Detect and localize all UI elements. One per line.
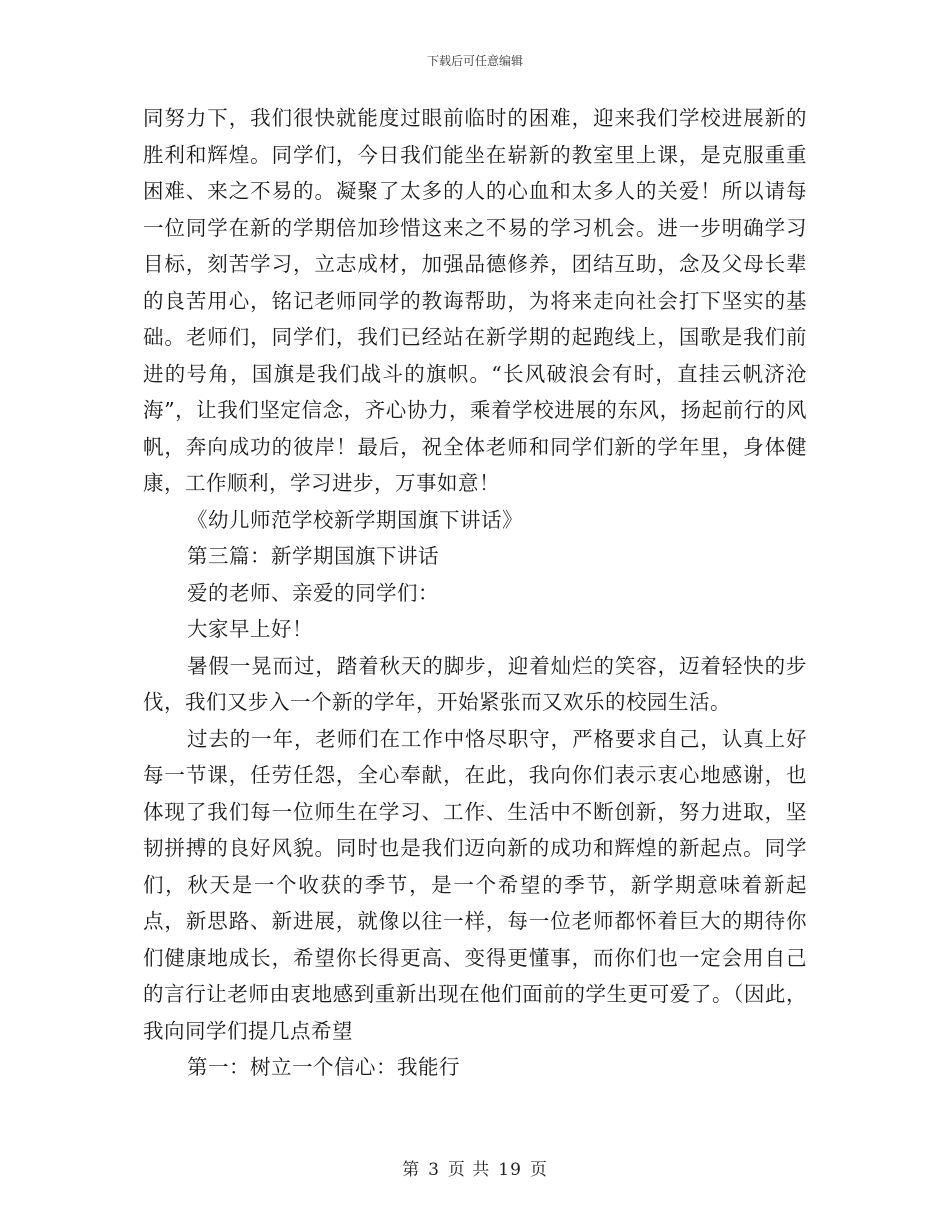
footer-suffix: 页 [529, 1160, 548, 1180]
section-heading: 第三篇：新学期国旗下讲话 [187, 544, 439, 568]
page-footer [0, 1155, 950, 1180]
footer-page-number: 3 [428, 1160, 440, 1180]
footer-middle: 页 共 [447, 1160, 491, 1180]
page-header: 下载后可任意编辑 [426, 54, 523, 68]
document-body [143, 100, 807, 1086]
greeting: 大家早上好！ [187, 617, 313, 641]
paragraph-continuation: 同努力下，我们很快就能度过眼前临时的困难，迎来我们学校进展新的胜利和辉煌。同学们，今日我们能坐在崭新的教室里上课，是克服重重困难、来之不易的。凝聚了太多的人的心血和太多人的关爱！所以请每一位同学在新的学期倍加珍惜这来之不易的学习机会。进一步明确学习目标，刻苦学习，立志成材，加强品德修养，团结互助，念及父母长辈的良苦用心，铭记老师同学的教诲帮助，为将来走向社会打下坚实的基础。老师们，同学们，我们已经站在新学期的起跑线上，国歌是我们前进的号角，国旗是我们战斗的旗帜。“长风破浪会有时，直挂云帆济沧海”，让我们坚定信念，齐心协力，乘着学校进展的东风，扬起前行的风帆，奔向成功的彼岸！最后，祝全体老师和同学们新的学年里，身体健康，工作顺利，学习进步，万事如意！ [143, 106, 807, 495]
footer-prefix: 第 [402, 1160, 421, 1180]
paragraph-title-reference: 《幼儿师范学校新学期国旗下讲话》 [187, 507, 523, 532]
point-first: 第一：树立一个信心：我能行 [187, 1055, 460, 1079]
footer-total-pages: 19 [498, 1160, 522, 1180]
paragraph-summer: 暑假一晃而过，踏着秋天的脚步，迎着灿烂的笑容，迈着轻快的步伐，我们又步入一个新的学年，开始紧张而又欢乐的校园生活。 [143, 653, 807, 714]
paragraph-past-year: 过去的一年，老师们在工作中恪尽职守，严格要求自己，认真上好每一节课，任劳任怨，全心奉献，在此，我向你们表示衷心地感谢，也体现了我们每一位师生在学习、工作、生活中不断创新，努力进取，坚韧拼搏的良好风貌。同时也是我们迈向新的成功和辉煌的新起点。同学们，秋天是一个收获的季节，是一个希望的季节，新学期意味着新起点，新思路、新进展，就像以往一样，每一位老师都怀着巨大的期待你们健康地成长，希望你长得更高、变得更懂事，而你们也一定会用自己的言行让老师由衷地感到重新出现在他们面前的学生更可爱了。（因此，我向同学们提几点希望 [143, 726, 807, 1043]
salutation: 爱的老师、亲爱的同学们： [187, 580, 439, 605]
